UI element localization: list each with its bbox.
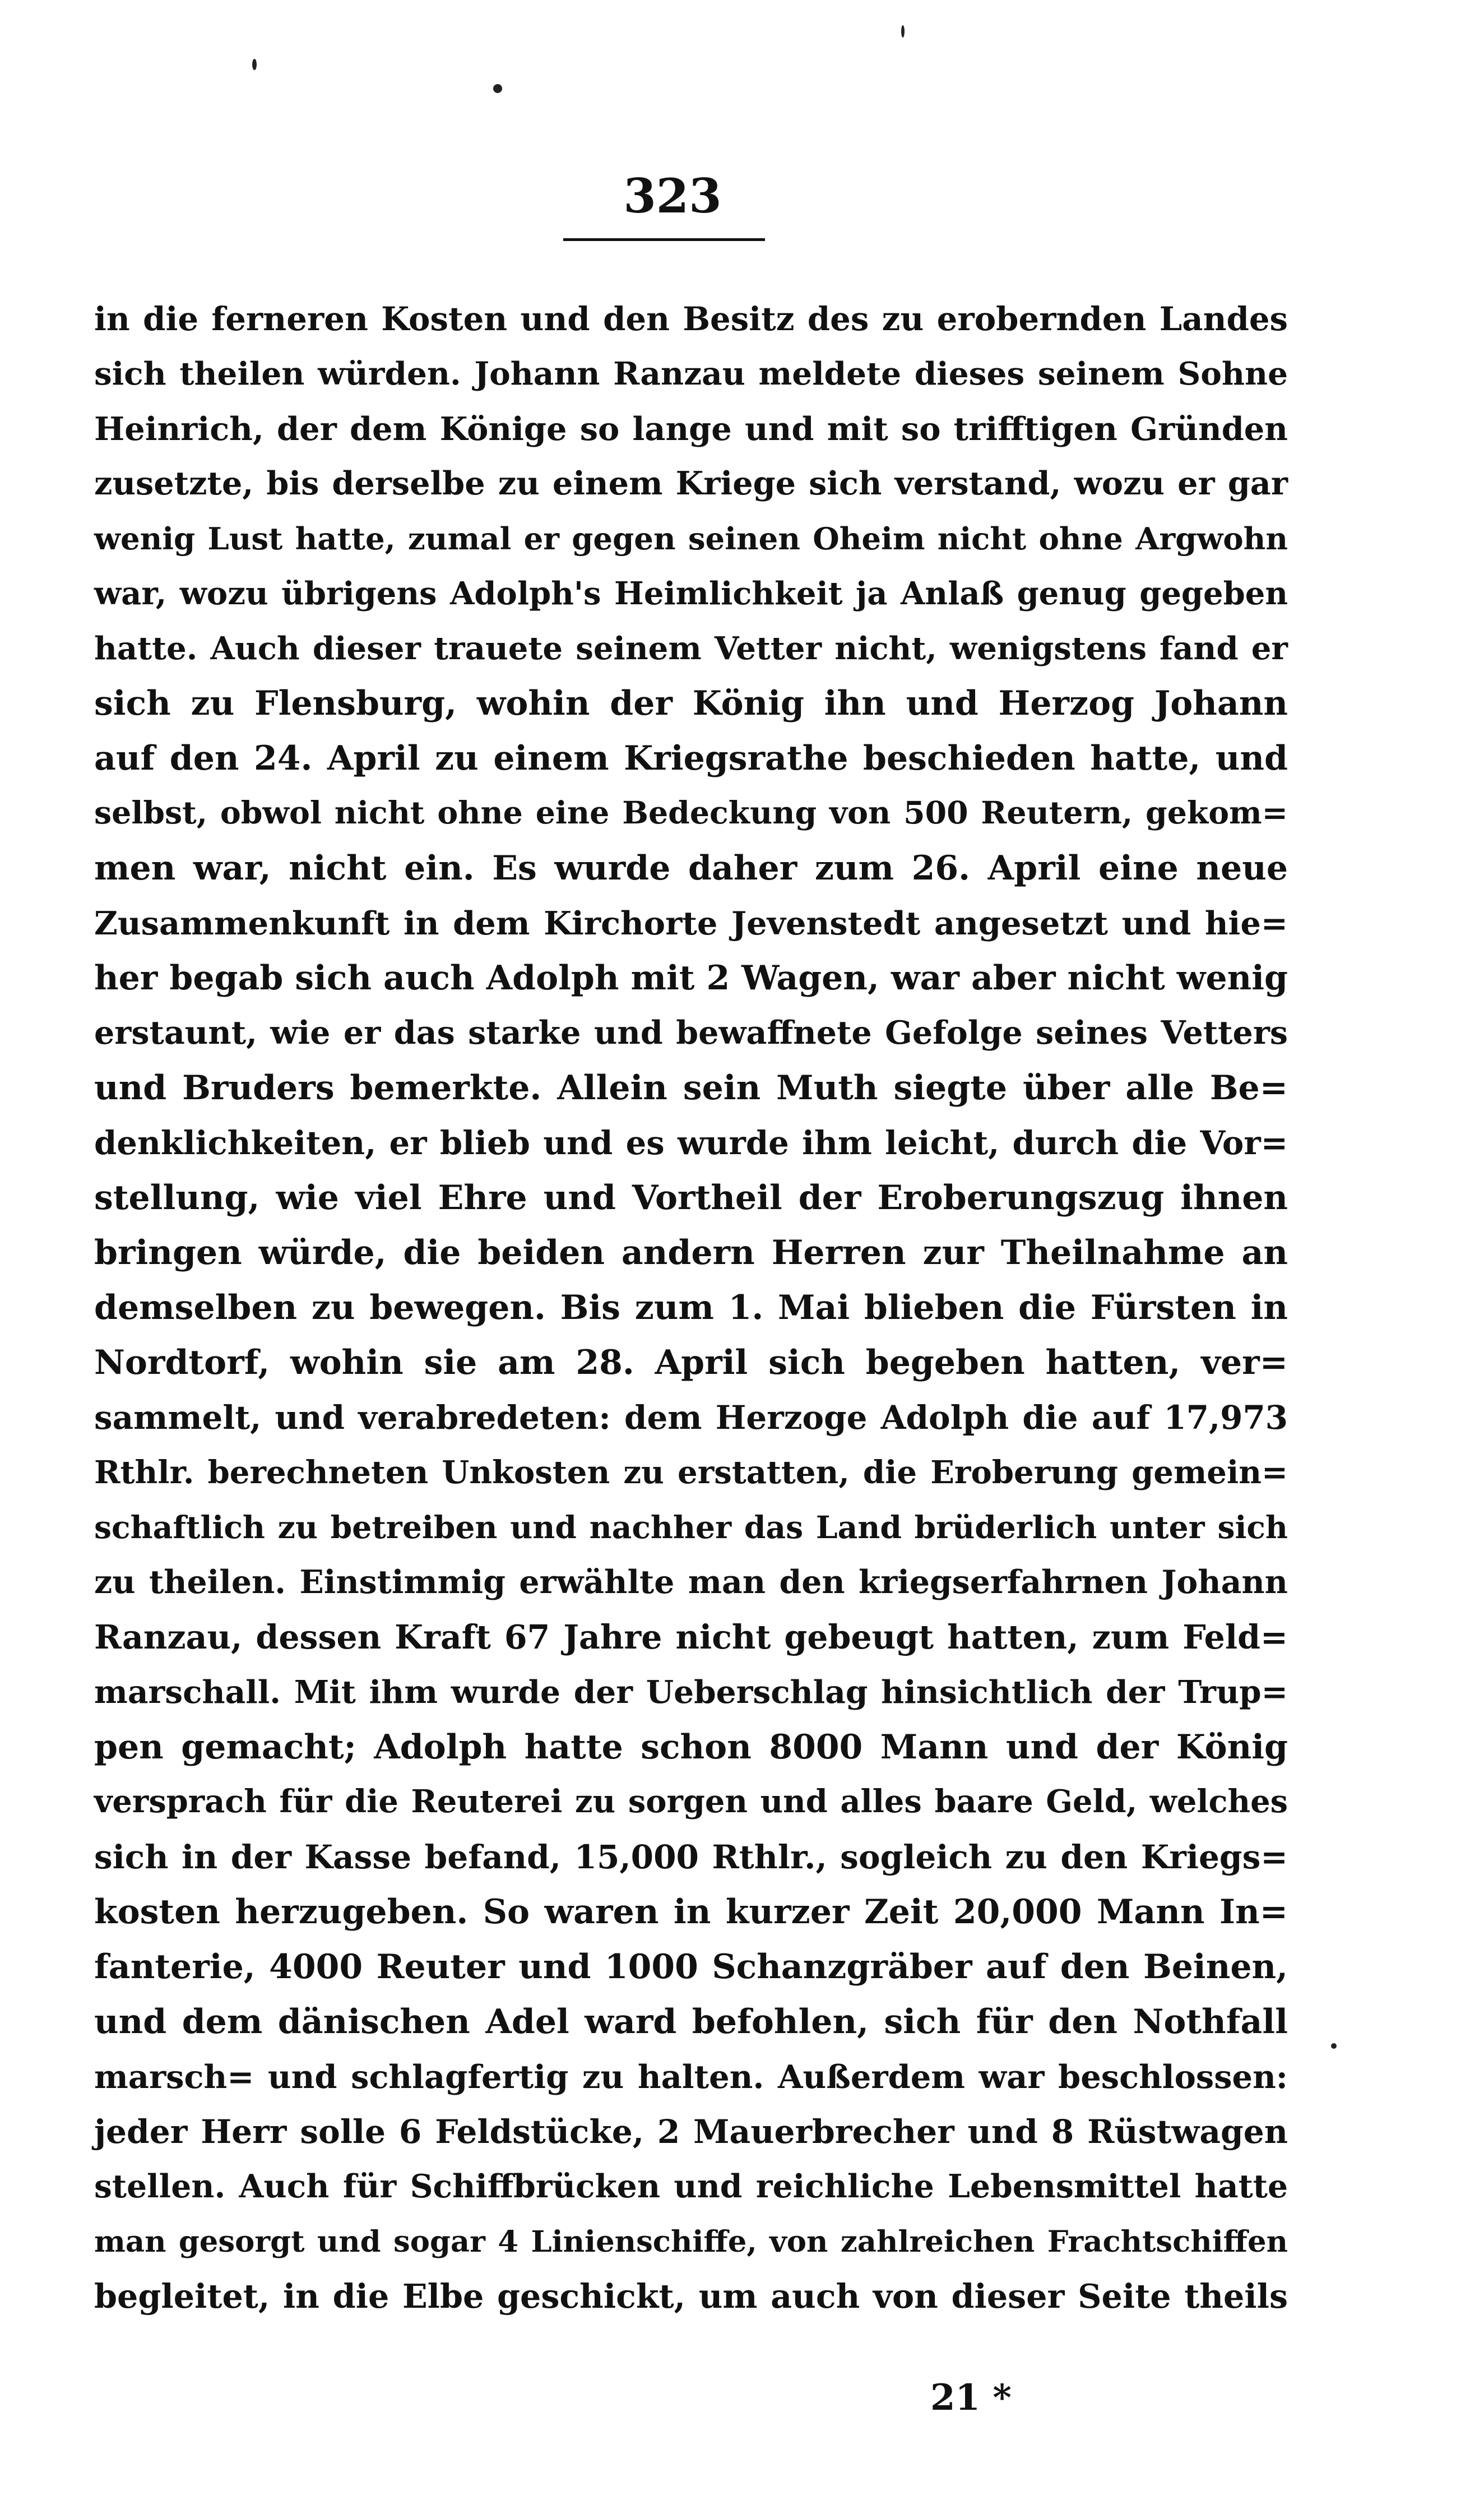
text-line: war, wozu übrigens Adolph's Heimlichkeit ja Anlaß genug gegeben (94, 575, 1288, 612)
text-line: Nordtorf, wohin sie am 28. April sich begeben hatten, ver= (94, 1343, 1288, 1382)
text-line: denklichkeiten, er blieb und es wurde ihm leicht, durch die Vor= (94, 1124, 1288, 1162)
paper-speck (1331, 2043, 1337, 2049)
text-line: Zusammenkunft in dem Kirchorte Jevenstedt angesetzt und hie= (94, 904, 1288, 942)
text-line: selbst, obwol nicht ohne eine Bedeckung von 500 Reutern, gekom= (94, 795, 1288, 831)
text-line: jeder Herr solle 6 Feldstücke, 2 Mauerbrecher und 8 Rüstwagen (94, 2112, 1288, 2151)
paper-speck (252, 59, 257, 70)
text-line: pen gemacht; Adolph hatte schon 8000 Mann und der König (94, 1728, 1288, 1767)
text-line: und dem dänischen Adel ward befohlen, sich für den Nothfall (94, 2002, 1288, 2041)
text-line: auf den 24. April zu einem Kriegsrathe beschieden hatte, und (94, 739, 1288, 778)
text-line: marschall. Mit ihm wurde der Ueberschlag hinsichtlich der Trup= (94, 1674, 1288, 1711)
text-line: man gesorgt und sogar 4 Linienschiffe, von zahlreichen Frachtschiffen (94, 2224, 1288, 2259)
text-line: sich zu Flensburg, wohin der König ihn und Herzog Johann (94, 684, 1288, 723)
text-line: stellung, wie viel Ehre und Vortheil der Eroberungszug ihnen (94, 1178, 1288, 1217)
text-line: sammelt, und verabredeten: dem Herzoge Adolph die auf 17,973 (94, 1399, 1288, 1437)
paper-speck (901, 25, 905, 38)
text-line: sich in der Kasse befand, 15,000 Rthlr., sogleich zu den Kriegs= (94, 1837, 1288, 1876)
text-line: hatte. Auch dieser trauete seinem Vetter nicht, wenigstens fand er (94, 630, 1288, 667)
text-line: zu theilen. Einstimmig erwählte man den kriegserfahrnen Johann (94, 1564, 1288, 1601)
text-line: kosten herzugeben. So waren in kurzer Zeit 20,000 Mann In= (94, 1892, 1288, 1932)
text-line: und Bruders bemerkte. Allein sein Muth siegte über alle Be= (94, 1068, 1288, 1108)
text-line: her begab sich auch Adolph mit 2 Wagen, war aber nicht wenig (94, 959, 1288, 998)
text-line: begleitet, in die Elbe geschickt, um auch von dieser Seite theils (94, 2277, 1288, 2316)
text-line: sich theilen würden. Johann Ranzau meldete dieses seinem Sohne (94, 355, 1288, 392)
header-rule (563, 238, 765, 241)
text-line: fanterie, 4000 Reuter und 1000 Schanzgräber auf den Beinen, (94, 1947, 1288, 1987)
signature-mark: 21 * (930, 2377, 1012, 2419)
text-line: schaftlich zu betreiben und nachher das Land brüderlich unter sich (94, 1509, 1288, 1545)
text-line: men war, nicht ein. Es wurde daher zum 26. April eine neue (94, 849, 1288, 888)
text-line: zusetzte, bis derselbe zu einem Kriege sich verstand, wozu er gar (94, 465, 1288, 502)
text-line: marsch= und schlagfertig zu halten. Außerdem war beschlossen: (94, 2058, 1288, 2096)
text-line: in die ferneren Kosten und den Besitz des zu erobernden Landes (94, 300, 1288, 338)
text-line: bringen würde, die beiden andern Herren zur Theilnahme an (94, 1233, 1288, 1272)
page-number: 323 (623, 168, 722, 224)
text-line: versprach für die Reuterei zu sorgen und alles baare Geld, welches (94, 1784, 1288, 1820)
paper-speck (493, 84, 502, 93)
text-line: erstaunt, wie er das starke und bewaffnete Gefolge seines Vetters (94, 1014, 1288, 1052)
body-text (94, 291, 1288, 2324)
text-line: Rthlr. berechneten Unkosten zu erstatten, die Eroberung gemein= (94, 1454, 1288, 1491)
text-line: wenig Lust hatte, zumal er gegen seinen Oheim nicht ohne Argwohn (94, 521, 1288, 557)
text-line: Heinrich, der dem Könige so lange und mit so trifftigen Gründen (94, 410, 1288, 448)
text-line: demselben zu bewegen. Bis zum 1. Mai blieben die Fürsten in (94, 1288, 1288, 1327)
text-line: stellen. Auch für Schiffbrücken und reichliche Lebensmittel hatte (94, 2168, 1288, 2205)
text-line: Ranzau, dessen Kraft 67 Jahre nicht gebeugt hatten, zum Feld= (94, 1618, 1288, 1656)
